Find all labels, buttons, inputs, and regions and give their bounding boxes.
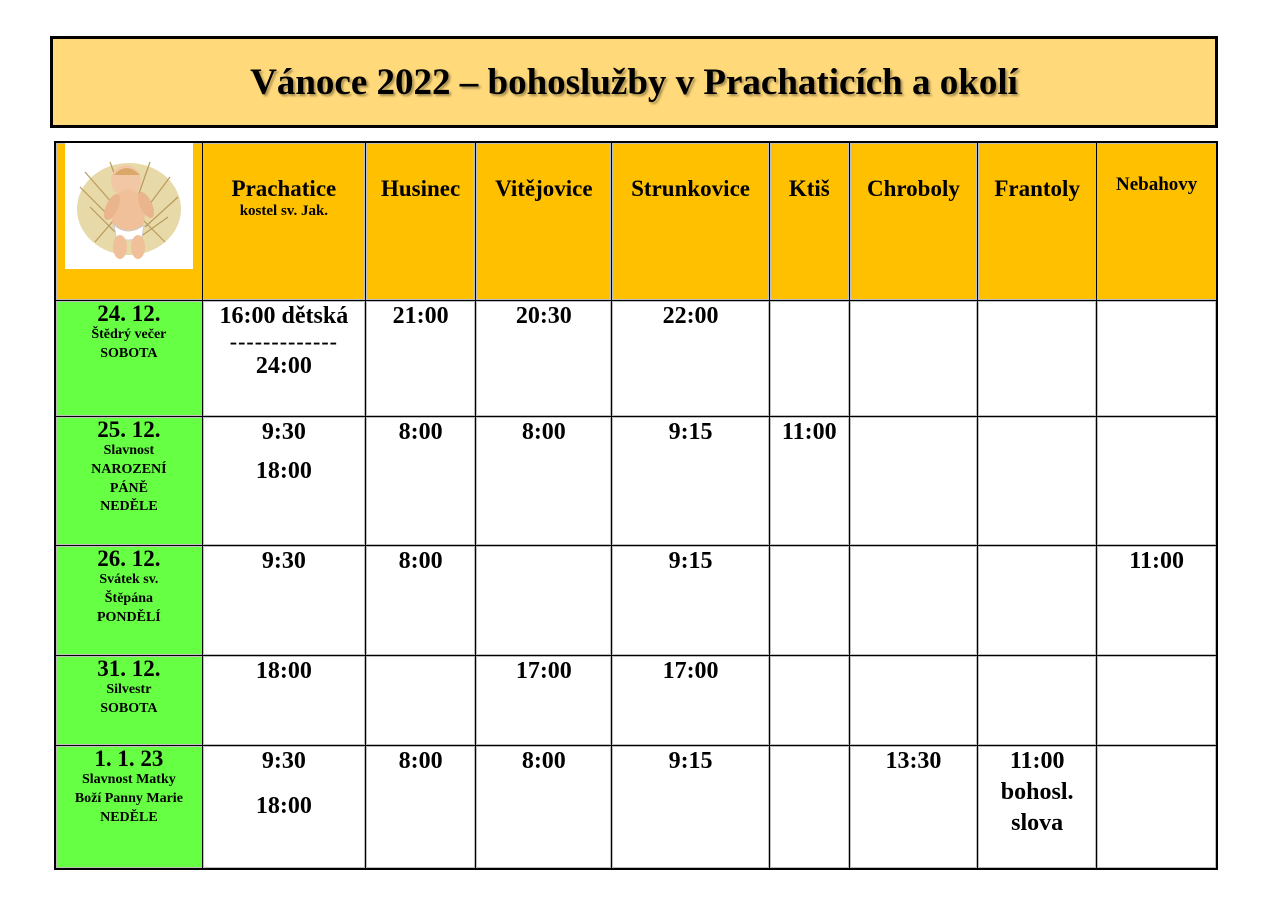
service-time: 9:30: [261, 747, 306, 774]
column-header-frantoly: Frantoly: [978, 142, 1097, 300]
column-subtitle: kostel sv. Jak.: [239, 203, 329, 220]
table-row: [55, 745, 1217, 869]
time-cell: [612, 655, 769, 745]
date-description: PONDĚLÍ: [96, 609, 161, 625]
date-description: Boží Panny Marie: [74, 790, 183, 806]
date-cell: [55, 745, 202, 869]
time-cell: [849, 655, 977, 745]
table-row: [55, 545, 1217, 655]
table-row: [55, 655, 1217, 745]
image-cell: [55, 142, 202, 300]
service-time: 18:00: [255, 792, 312, 819]
service-time: 9:15: [668, 747, 713, 774]
nativity-image: [65, 143, 193, 269]
service-time: 20:30: [515, 302, 572, 329]
time-cell: [612, 545, 769, 655]
service-time: 8:00: [398, 418, 443, 445]
schedule-table: [54, 141, 1218, 870]
date-description: SOBOTA: [100, 345, 158, 361]
service-time: 9:15: [668, 418, 713, 445]
time-cell: [202, 545, 365, 655]
service-time: 11:00: [781, 418, 837, 445]
column-header-ktis: Ktiš: [769, 142, 849, 300]
service-time: 11:00: [1129, 547, 1184, 574]
date-description: NAROZENÍ: [91, 461, 167, 477]
time-cell: [978, 655, 1097, 745]
table-row: [55, 300, 1217, 416]
time-cell: [769, 416, 849, 545]
date-cell: [55, 655, 202, 745]
time-cell: [849, 545, 977, 655]
time-cell: [476, 745, 612, 869]
service-time: 24:00: [255, 353, 312, 380]
separator-line: -------------: [229, 328, 338, 354]
service-time: 22:00: [662, 302, 719, 329]
date-description: Štěpána: [104, 590, 153, 606]
service-time: 8:00: [521, 747, 566, 774]
service-time: 21:00: [392, 302, 449, 329]
date-description: Slavnost Matky: [82, 771, 176, 787]
service-time: 8:00: [398, 547, 443, 574]
date-description: NEDĚLE: [100, 499, 158, 515]
time-cell: [202, 416, 365, 545]
time-cell: [769, 655, 849, 745]
time-cell: [1097, 745, 1217, 869]
date-label: 25. 12.: [97, 416, 161, 442]
time-cell: [476, 300, 612, 416]
time-cell: [476, 545, 612, 655]
service-time: 9:15: [668, 547, 713, 574]
table-row: [55, 416, 1217, 545]
service-time: 16:00 dětská: [219, 302, 349, 329]
time-cell: [366, 545, 476, 655]
date-description: Slavnost: [103, 442, 155, 458]
time-cell: [202, 300, 365, 416]
date-cell: [55, 416, 202, 545]
time-cell: [978, 300, 1097, 416]
time-cell: [366, 745, 476, 869]
header-row: [55, 142, 1217, 300]
date-label: 1. 1. 23: [94, 745, 164, 771]
service-time: 9:30: [261, 418, 306, 445]
time-cell: [366, 655, 476, 745]
time-cell: [1097, 300, 1217, 416]
time-cell: [366, 300, 476, 416]
column-header-chroboly: Chroboly: [849, 142, 977, 300]
page-title: Vánoce 2022 – bohoslužby v Prachaticích a okolí: [250, 61, 1018, 103]
time-cell: [366, 416, 476, 545]
column-header-vitejovice: Vitějovice: [476, 142, 612, 300]
date-description: Štědrý večer: [91, 326, 167, 342]
title-banner: [50, 36, 1218, 128]
service-time: 8:00: [521, 418, 566, 445]
date-label: 26. 12.: [97, 545, 161, 571]
date-cell: [55, 300, 202, 416]
date-label: 24. 12.: [97, 300, 161, 326]
time-cell: [849, 300, 977, 416]
service-time: 17:00: [662, 657, 719, 684]
time-cell: [769, 545, 849, 655]
time-cell: [1097, 655, 1217, 745]
date-description: Svátek sv.: [99, 571, 159, 587]
time-cell: [769, 300, 849, 416]
date-label: 31. 12.: [97, 655, 161, 681]
column-header-prachatice: Prachatice kostel sv. Jak.: [202, 142, 365, 300]
service-time: slova: [1011, 809, 1064, 836]
time-cell: [202, 655, 365, 745]
time-cell: [612, 416, 769, 545]
service-time: 18:00: [255, 457, 312, 484]
time-cell: [769, 745, 849, 869]
time-cell: [612, 745, 769, 869]
time-cell: [202, 745, 365, 869]
date-description: PÁNĚ: [109, 480, 148, 496]
date-description: SOBOTA: [100, 700, 158, 716]
time-cell: [476, 416, 612, 545]
time-cell: [978, 545, 1097, 655]
column-header-husinec: Husinec: [366, 142, 476, 300]
time-cell: [978, 745, 1097, 869]
time-cell: [849, 745, 977, 869]
time-cell: [849, 416, 977, 545]
service-time: 8:00: [398, 747, 443, 774]
time-cell: [1097, 416, 1217, 545]
date-cell: [55, 545, 202, 655]
time-cell: [476, 655, 612, 745]
service-time: bohosl.: [1000, 778, 1074, 805]
time-cell: [1097, 545, 1217, 655]
date-description: NEDĚLE: [100, 809, 158, 825]
time-cell: [978, 416, 1097, 545]
column-header-strunkovice: Strunkovice: [612, 142, 769, 300]
service-time: 11:00: [1009, 747, 1065, 774]
column-header-nebahovy: Nebahovy: [1097, 142, 1217, 300]
service-time: 17:00: [515, 657, 572, 684]
service-time: 9:30: [261, 547, 306, 574]
service-time: 18:00: [255, 657, 312, 684]
time-cell: [612, 300, 769, 416]
service-time: 13:30: [885, 747, 942, 774]
date-description: Silvestr: [106, 681, 152, 697]
